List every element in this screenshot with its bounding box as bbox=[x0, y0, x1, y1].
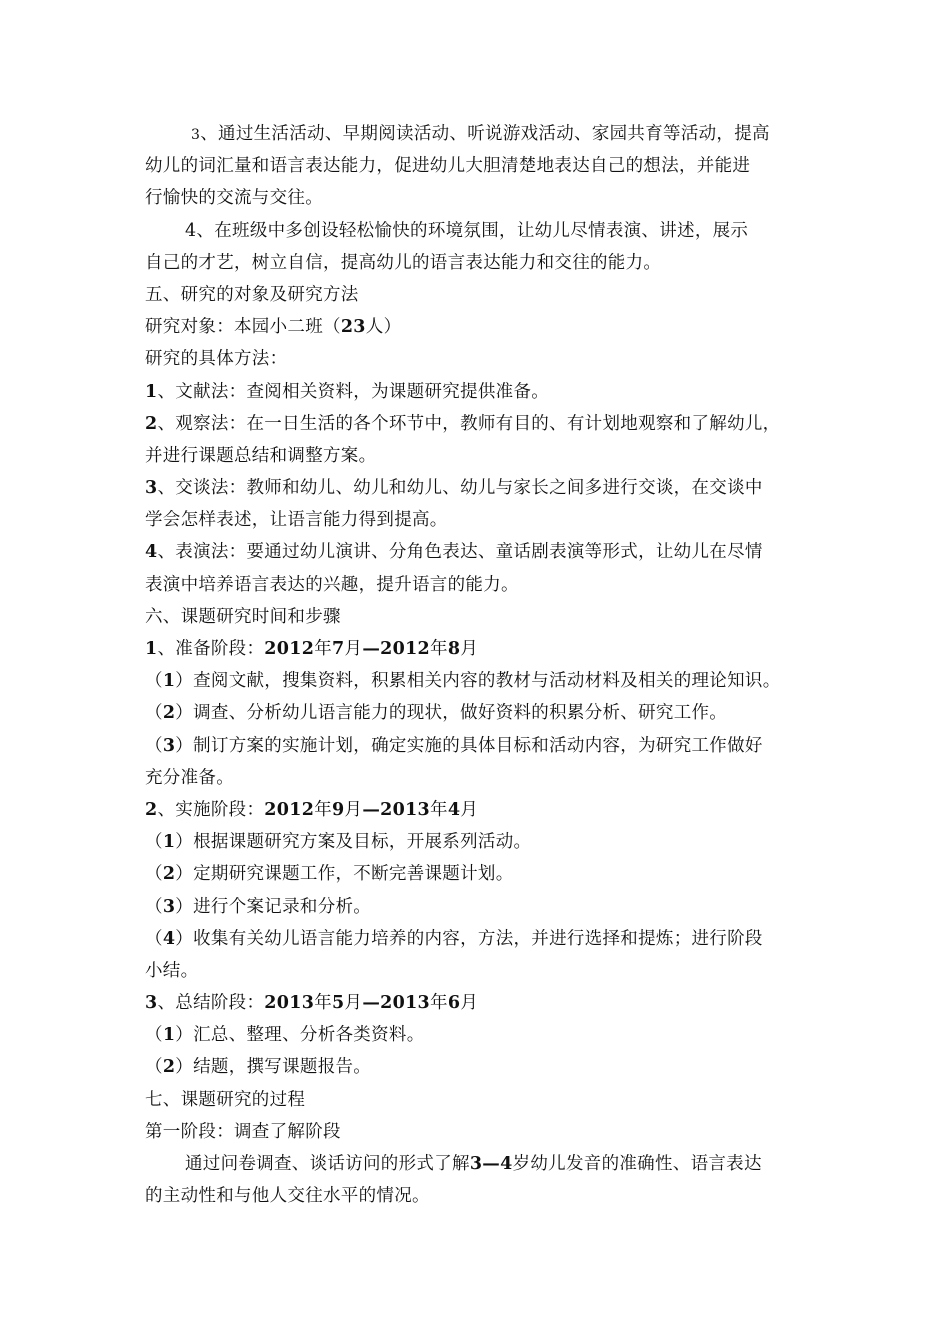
list-item bbox=[145, 826, 810, 858]
paragraph-line: 研究的具体方法： bbox=[145, 349, 288, 370]
item-number: 2 bbox=[162, 1057, 176, 1078]
paragraph-line: 自己的才艺，树立自信，提高幼儿的语言表达能力和交往的能力。 bbox=[145, 252, 662, 273]
text-run: （ bbox=[145, 1057, 163, 1078]
list-item bbox=[145, 697, 810, 729]
text-run: ）制订方案的实施计划，确定实施的具体目标和活动内容，为研究工作做好 bbox=[175, 735, 763, 756]
list-item bbox=[145, 376, 810, 408]
text-run-bold: 5 bbox=[332, 993, 345, 1014]
section-heading: 六、课题研究时间和步骤 bbox=[145, 606, 341, 627]
text-run-bold: 4 bbox=[447, 799, 461, 820]
paragraph-line: 学会怎样表述，让语言能力得到提高。 bbox=[145, 510, 448, 531]
text-run-bold: 23 bbox=[340, 317, 366, 338]
item-number: 3 bbox=[145, 993, 158, 1014]
item-number: 3 bbox=[191, 127, 201, 143]
item-number: 2 bbox=[162, 703, 176, 724]
text-run: 、交谈法：教师和幼儿、幼儿和幼儿、幼儿与家长之间多进行交谈，在交谈中 bbox=[157, 478, 763, 499]
list-item bbox=[145, 858, 810, 890]
text-run-bold: 7 bbox=[332, 639, 345, 659]
text-run: 年 bbox=[314, 799, 333, 820]
text-run: 通过问卷调查、谈话访问的形式了解 bbox=[185, 1154, 470, 1174]
subsection-heading: 第一阶段：调查了解阶段 bbox=[145, 1121, 341, 1142]
text-run-bold: 9 bbox=[332, 799, 345, 820]
text-run: 、文献法：查阅相关资料，为课题研究提供准备。 bbox=[157, 381, 550, 402]
text-run: ）根据课题研究方案及目标，开展系列活动。 bbox=[175, 832, 532, 853]
text-run: 、表演法：要通过幼儿演讲、分角色表达、童话剧表演等形式，让幼儿在尽情 bbox=[157, 542, 763, 563]
text-run: 人） bbox=[365, 317, 402, 338]
stage-heading bbox=[145, 633, 810, 665]
item-number: 2 bbox=[145, 413, 158, 434]
text-run: 月 bbox=[460, 639, 479, 659]
text-run: 月 bbox=[344, 993, 363, 1014]
item-number: 2 bbox=[162, 864, 176, 885]
text-run: 年 bbox=[430, 799, 448, 820]
item-number: 4 bbox=[162, 928, 176, 949]
section-heading: 五、研究的对象及研究方法 bbox=[145, 284, 359, 305]
text-run: ）调查、分析幼儿语言能力的现状，做好资料的积累分析、研究工作。 bbox=[175, 703, 728, 724]
text-run-bold: 2013 bbox=[264, 993, 315, 1014]
text-run: 年 bbox=[314, 993, 333, 1014]
text-run: 年 bbox=[430, 639, 448, 659]
text-run: 月 bbox=[460, 993, 479, 1014]
text-run: 、准备阶段： bbox=[157, 639, 265, 659]
text-run: ）进行个案记录和分析。 bbox=[175, 896, 372, 917]
paragraph-line: 幼儿的词汇量和语言表达能力，促进幼儿大胆清楚地表达自己的想法，并能进 bbox=[145, 156, 751, 177]
text-run: 、观察法：在一日生活的各个环节中，教师有目的、有计划地观察和了解幼儿， bbox=[157, 413, 781, 434]
text-run-bold: 6 bbox=[447, 993, 461, 1014]
item-number: 1 bbox=[162, 832, 176, 853]
list-item bbox=[145, 891, 810, 923]
paragraph-line: 小结。 bbox=[145, 960, 199, 981]
text-run: （ bbox=[145, 735, 163, 756]
list-item bbox=[145, 665, 810, 697]
text-run-bold: 8 bbox=[447, 639, 461, 659]
text-run: （ bbox=[145, 703, 163, 724]
text-run: ）收集有关幼儿语言能力培养的内容，方法，并进行选择和提炼；进行阶段 bbox=[175, 928, 763, 949]
text-run: ）定期研究课题工作，不断完善课题计划。 bbox=[175, 864, 514, 885]
text-run: （ bbox=[145, 896, 163, 917]
text-run-bold: 2012 bbox=[264, 799, 315, 820]
text-run-bold: 2012 bbox=[264, 639, 315, 659]
text-run: 岁幼儿发音的准确性、语言表达 bbox=[512, 1154, 762, 1174]
text-run: 月 bbox=[344, 799, 363, 820]
text-run-bold: 3—4 bbox=[469, 1154, 513, 1174]
list-item bbox=[145, 536, 810, 568]
text-run: 年 bbox=[430, 993, 448, 1014]
text-run-bold: —2012 bbox=[362, 639, 431, 659]
list-item bbox=[145, 472, 810, 504]
item-number: 1 bbox=[145, 639, 158, 659]
text-run: ）查阅文献，搜集资料，积累相关内容的教材与活动材料及相关的理论知识。 bbox=[175, 671, 781, 692]
item-number: 3 bbox=[145, 478, 158, 499]
item-number: 1 bbox=[145, 381, 158, 402]
list-item bbox=[145, 923, 810, 955]
text-run: （ bbox=[145, 671, 163, 692]
list-item bbox=[145, 1019, 810, 1051]
text-run: 月 bbox=[344, 639, 363, 659]
paragraph-line: 行愉快的交流与交往。 bbox=[145, 188, 323, 209]
paragraph-line: 4、在班级中多创设轻松愉快的环境氛围，让幼儿尽情表演、讲述，展示 bbox=[185, 220, 749, 241]
paragraph-line: 充分准备。 bbox=[145, 767, 234, 788]
document-page bbox=[145, 118, 810, 1212]
item-number: 3 bbox=[162, 735, 176, 756]
stage-heading bbox=[145, 987, 810, 1019]
text-run: 月 bbox=[460, 799, 479, 820]
text-run-bold: —2013 bbox=[362, 993, 431, 1014]
text-run: （ bbox=[145, 1025, 163, 1046]
paragraph-line: 表演中培养语言表达的兴趣，提升语言的能力。 bbox=[145, 574, 519, 595]
paragraph-line bbox=[145, 1148, 810, 1180]
text-run: ）结题，撰写课题报告。 bbox=[175, 1057, 372, 1078]
text-run: 、实施阶段： bbox=[157, 799, 265, 820]
text-run: （ bbox=[145, 928, 163, 949]
item-number: 2 bbox=[145, 799, 158, 820]
text-run: 年 bbox=[314, 639, 333, 659]
text-run: 研究对象：本园小二班（ bbox=[145, 317, 341, 338]
item-number: 4 bbox=[145, 542, 158, 563]
text-run: （ bbox=[145, 864, 163, 885]
list-item bbox=[145, 408, 810, 440]
text-run: 、通过生活活动、早期阅读活动、听说游戏活动、家园共育等活动，提高 bbox=[200, 124, 770, 144]
stage-heading bbox=[145, 794, 810, 826]
text-run: 、总结阶段： bbox=[157, 993, 265, 1014]
item-number: 1 bbox=[162, 1025, 176, 1046]
item-number: 1 bbox=[162, 671, 176, 692]
text-run-bold: —2013 bbox=[362, 799, 431, 820]
paragraph-line bbox=[145, 118, 810, 150]
paragraph-line: 并进行课题总结和调整方案。 bbox=[145, 445, 377, 466]
list-item bbox=[145, 730, 810, 762]
item-number: 3 bbox=[162, 896, 176, 917]
text-run: （ bbox=[145, 832, 163, 853]
paragraph-line bbox=[145, 311, 810, 343]
text-run: ）汇总、整理、分析各类资料。 bbox=[175, 1025, 425, 1046]
paragraph-line: 的主动性和与他人交往水平的情况。 bbox=[145, 1186, 430, 1207]
list-item bbox=[145, 1051, 810, 1083]
section-heading: 七、课题研究的过程 bbox=[145, 1089, 306, 1110]
